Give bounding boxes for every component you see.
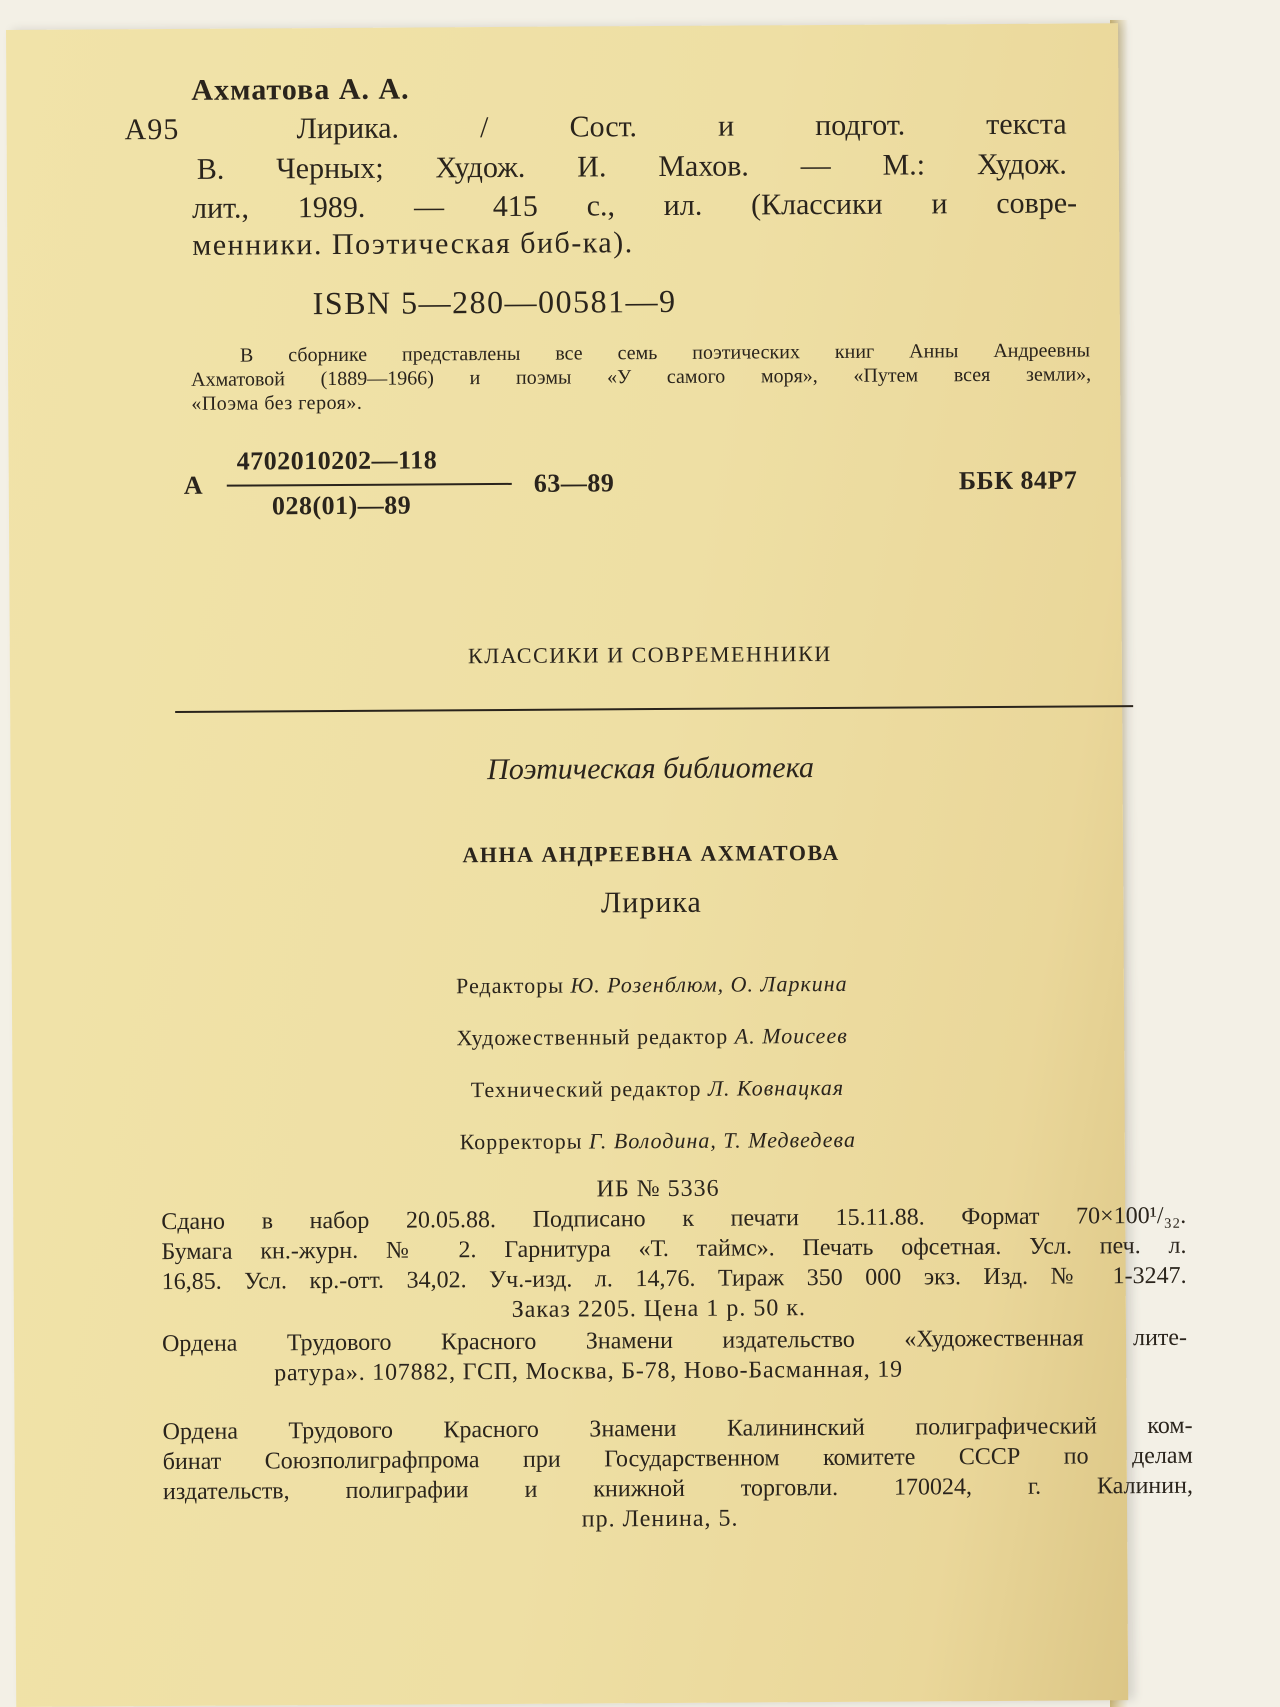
- credit-editors-role: Редакторы: [456, 972, 565, 999]
- printer-line-2: бинат Союзполиграфпрома при Государственном комитете СССР по делам: [162, 1442, 1193, 1476]
- bbk-code: ББК 84Р7: [958, 465, 1078, 496]
- series-title: КЛАССИКИ И СОВРЕМЕННИКИ: [467, 640, 832, 669]
- order-price: Заказ 2205. Цена 1 р. 50 к.: [511, 1295, 807, 1323]
- credit-art-editor-name: А. Моисеев: [734, 1022, 848, 1049]
- book-page: [6, 23, 1193, 1707]
- series-divider: [175, 705, 1133, 713]
- credit-editors: [172, 969, 1132, 1001]
- credit-proofreaders-role: Корректоры: [459, 1128, 583, 1155]
- catalog-entry-line-1: Лирика. / Сост. и подгот. текста: [296, 107, 1067, 146]
- credit-art-editor: [172, 1021, 1132, 1053]
- imprint-line-3: 16,85. Усл. кр.-отт. 34,02. Уч.-изд. л. 14,76. Тираж 350 000 экз. Изд. № 1-3247.: [161, 1262, 1187, 1296]
- index-numerator: 4702010202—118: [236, 445, 438, 476]
- printer-line-4: пр. Ленина, 5.: [581, 1505, 739, 1533]
- credit-tech-editor-name: Л. Ковнацкая: [707, 1074, 845, 1101]
- credit-tech-editor-role: Технический редактор: [470, 1075, 702, 1103]
- printer-line-1: Ордена Трудового Красного Знамени Калининский полиграфический ком-: [162, 1412, 1193, 1446]
- catalog-entry-line-2: В. Черных; Худож. И. Махов. — М.: Худож.: [196, 147, 1067, 186]
- annotation-line-2: Ахматовой (1889—1966) и поэмы «У самого моря», «Путем всея земли»,: [191, 363, 1092, 391]
- catalog-entry-line-3: лит., 1989. — 415 с., ил. (Классики и совре-: [191, 186, 1078, 225]
- credit-art-editor-role: Художественный редактор: [456, 1023, 729, 1051]
- catalog-author-heading: Ахматова А. А.: [191, 72, 410, 107]
- credit-proofreaders: [178, 1125, 1138, 1157]
- catalog-entry-line-4: менники. Поэтическая биб-ка).: [192, 226, 634, 262]
- annotation-line-3: «Поэма без героя».: [191, 391, 363, 415]
- index-suffix: 63—89: [533, 468, 615, 498]
- ib-number: ИБ № 5336: [596, 1175, 720, 1203]
- book-title: Лирика: [600, 885, 702, 920]
- imprint-line-1: Сдано в набор 20.05.88. Подписано к печати 15.11.88. Формат 70×100¹/₃₂.: [161, 1202, 1187, 1236]
- credit-proofreaders-names: Г. Володина, Т. Медведева: [588, 1126, 856, 1154]
- publisher-line-2: ратура». 107882, ГСП, Москва, Б-78, Ново-Басманная, 19: [274, 1356, 903, 1387]
- index-denominator: 028(01)—89: [271, 490, 412, 521]
- index-fraction-line: [227, 483, 512, 486]
- subseries-title: Поэтическая библиотека: [487, 751, 815, 787]
- imprint-line-2: Бумага кн.-журн. № 2. Гарнитура «Т. таймс». Печать офсетная. Усл. печ. л.: [161, 1232, 1187, 1266]
- credit-tech-editor: [177, 1073, 1137, 1105]
- printer-line-3: издательств, полиграфии и книжной торговли. 170024, г. Калинин,: [162, 1472, 1193, 1506]
- catalog-shelf-mark: А95: [124, 112, 180, 147]
- annotation-line-1: В сборнике представлены все семь поэтических книг Анны Андреевны: [239, 339, 1091, 367]
- credit-editors-names: Ю. Розенблюм, О. Ларкина: [570, 970, 848, 998]
- isbn: ISBN 5—280—00581—9: [312, 282, 677, 322]
- publisher-line-1: Ордена Трудового Красного Знамени издательство «Художественная лите-: [161, 1324, 1188, 1358]
- index-letter: А: [183, 470, 203, 500]
- author-full-name: АННА АНДРЕЕВНА АХМАТОВА: [462, 839, 840, 868]
